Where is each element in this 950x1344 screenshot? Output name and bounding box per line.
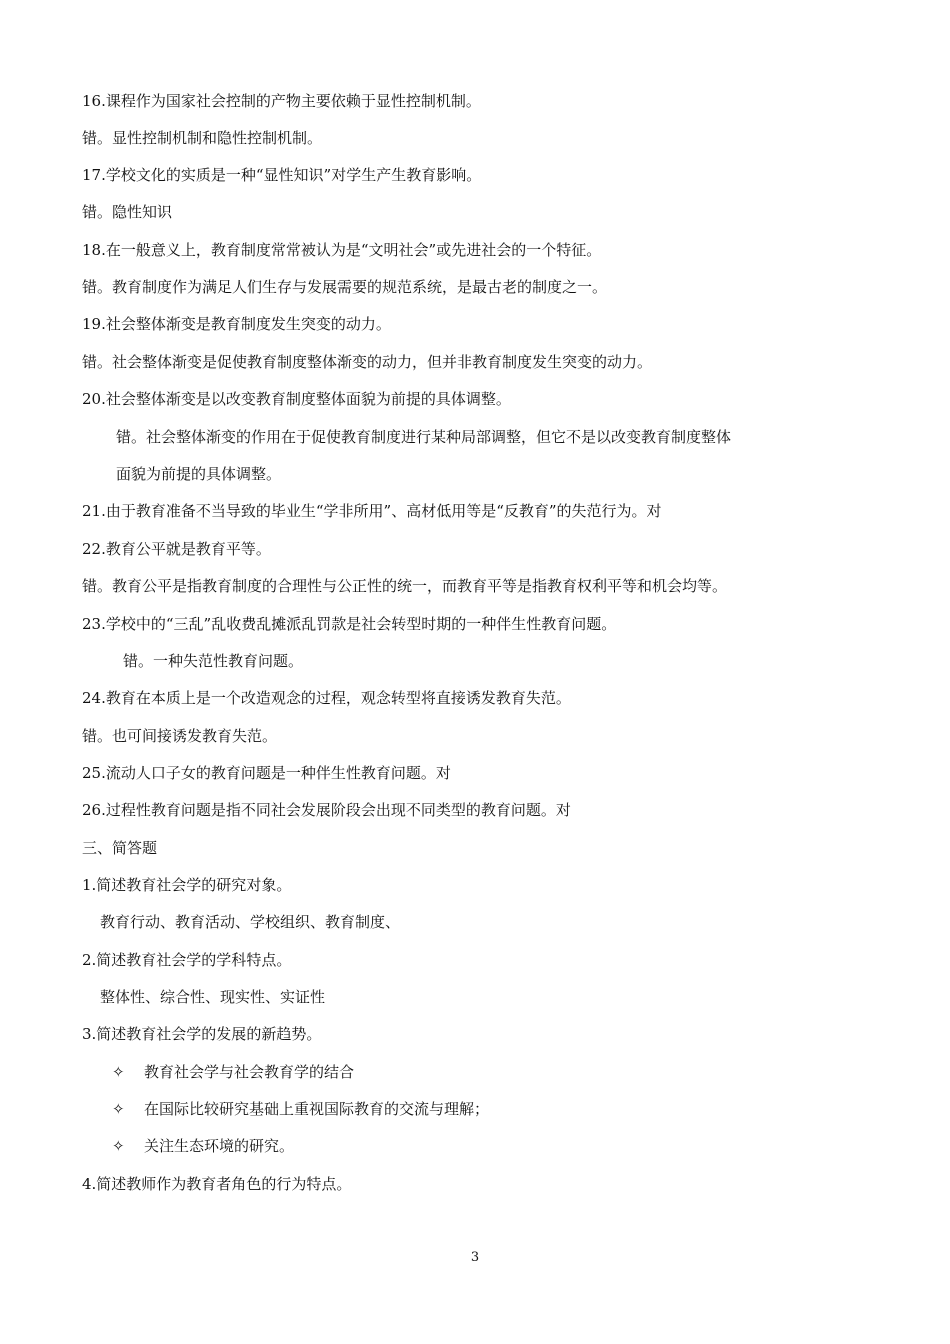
question-17: 17.学校文化的实质是一种“显性知识”对学生产生教育影响。 [82,166,482,184]
question-24: 24.教育在本质上是一个改造观念的过程，观念转型将直接诱发教育失范。 [82,689,571,707]
short-question-4: 4.简述教师作为教育者角色的行为特点。 [82,1175,352,1193]
bullet-text-3: 关注生态环境的研究。 [144,1137,295,1155]
diamond-bullet-icon: ✧ [112,1063,125,1081]
diamond-bullet-icon: ✧ [112,1137,125,1155]
question-19: 19.社会整体渐变是教育制度发生突变的动力。 [82,315,391,333]
question-18: 18.在一般意义上，教育制度常常被认为是“文明社会”或先进社会的一个特征。 [82,241,602,259]
answer-20-line-1: 错。社会整体渐变的作用在于促使教育制度进行某种局部调整，但它不是以改变教育制度整体 [116,428,732,446]
answer-20-line-2: 面貌为前提的具体调整。 [116,465,282,483]
answer-18: 错。教育制度作为满足人们生存与发展需要的规范系统，是最古老的制度之一。 [82,278,608,296]
section-heading: 三、简答题 [82,839,158,857]
question-16: 16.课程作为国家社会控制的产物主要依赖于显性控制机制。 [82,92,481,110]
question-21: 21.由于教育准备不当导致的毕业生“学非所用”、高材低用等是“反教育”的失范行为。对 [82,502,662,520]
question-23: 23.学校中的“三乱”乱收费乱摊派乱罚款是社会转型时期的一种伴生性教育问题。 [82,615,617,633]
short-answer-1: 教育行动、教育活动、学校组织、教育制度、 [100,913,401,931]
page-number: 3 [470,1250,480,1265]
bullet-item-2 [112,1099,890,1119]
question-25: 25.流动人口子女的教育问题是一种伴生性教育问题。对 [82,764,451,782]
bullet-item-1 [112,1062,890,1082]
answer-23: 错。一种失范性教育问题。 [123,652,304,670]
answer-17: 错。隐性知识 [82,203,173,221]
bullet-item-3 [112,1136,890,1156]
bullet-text-1: 教育社会学与社会教育学的结合 [144,1063,355,1081]
bullet-text-2: 在国际比较研究基础上重视国际教育的交流与理解； [144,1100,490,1118]
short-question-1: 1.简述教育社会学的研究对象。 [82,876,292,894]
answer-16: 错。显性控制机制和隐性控制机制。 [82,129,323,147]
answer-24: 错。也可间接诱发教育失范。 [82,727,278,745]
diamond-bullet-icon: ✧ [112,1100,125,1118]
answer-22: 错。教育公平是指教育制度的合理性与公正性的统一，而教育平等是指教育权利平等和机会均等。 [82,577,728,595]
short-question-3: 3.简述教育社会学的发展的新趋势。 [82,1025,322,1043]
question-22: 22.教育公平就是教育平等。 [82,540,271,558]
short-question-2: 2.简述教育社会学的学科特点。 [82,951,292,969]
answer-19: 错。社会整体渐变是促使教育制度整体渐变的动力，但并非教育制度发生突变的动力。 [82,353,653,371]
short-answer-2: 整体性、综合性、现实性、实证性 [100,988,326,1006]
question-20: 20.社会整体渐变是以改变教育制度整体面貌为前提的具体调整。 [82,390,511,408]
question-26: 26.过程性教育问题是指不同社会发展阶段会出现不同类型的教育问题。对 [82,801,571,819]
